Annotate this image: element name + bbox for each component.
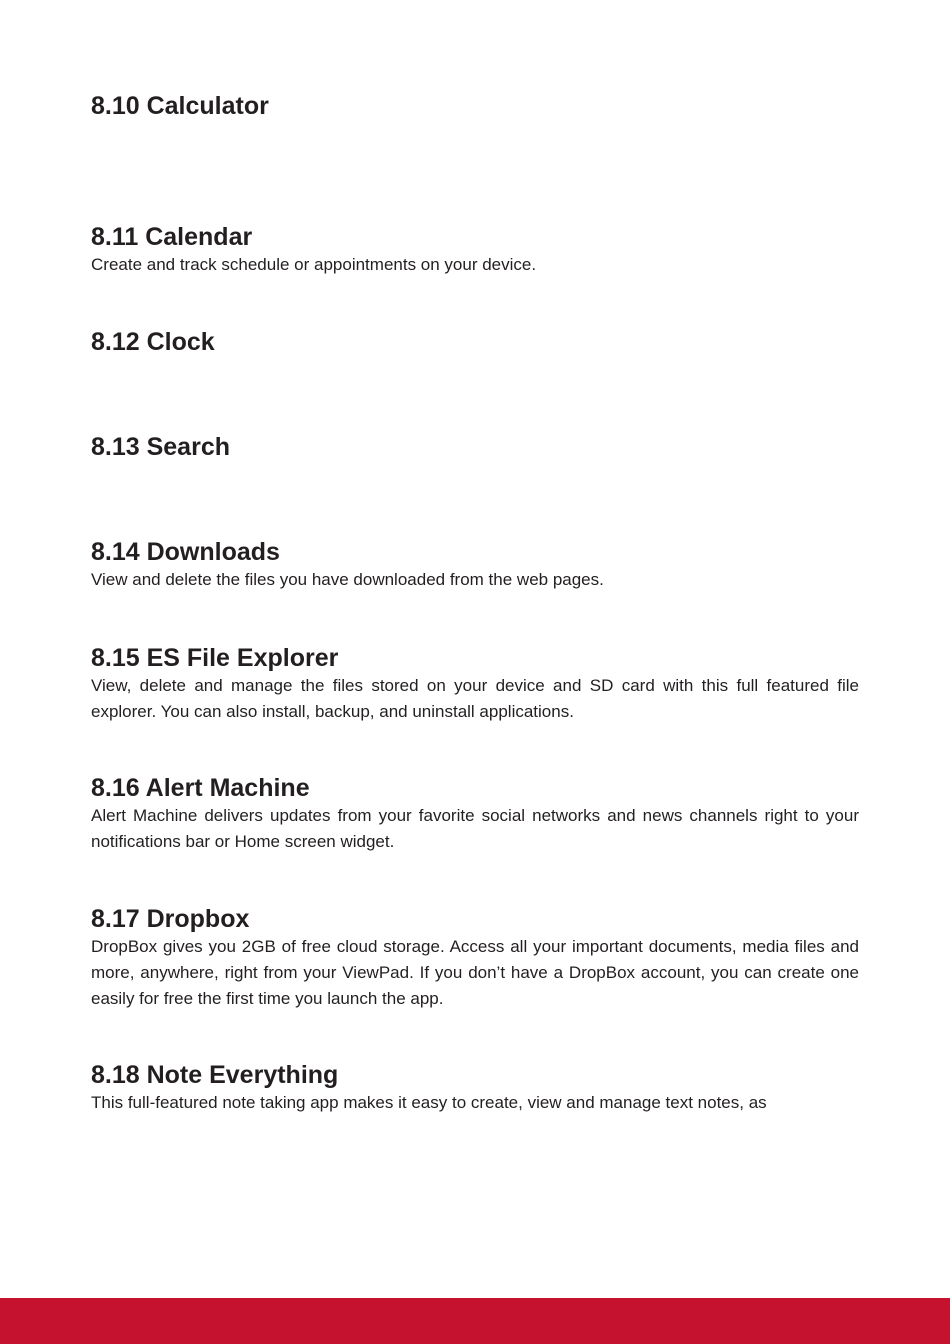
section-downloads — [91, 537, 859, 593]
section-body-calendar: Create and track schedule or appointments on your device. — [91, 255, 537, 274]
section-dropbox — [91, 904, 859, 1012]
section-heading-downloads: 8.14 Downloads — [91, 538, 280, 566]
section-calendar — [91, 222, 859, 278]
section-es-file-explorer — [91, 643, 859, 725]
section-calculator — [91, 91, 859, 121]
section-clock — [91, 327, 859, 357]
section-alert-machine — [91, 773, 859, 855]
section-heading-es-file-explorer: 8.15 ES File Explorer — [91, 644, 339, 672]
section-body-dropbox: DropBox gives you 2GB of free cloud storage. Access all your important documents, media files and more, anywhere, right from your ViewPad. If you don’t have a DropBox account, you can create one easily for free the first time you launch the app. — [91, 937, 859, 1008]
section-body-note-everything: This full-featured note taking app makes it easy to create, view and manage text notes, as — [91, 1093, 767, 1112]
section-heading-note-everything: 8.18 Note Everything — [91, 1061, 339, 1089]
section-heading-clock: 8.12 Clock — [91, 328, 215, 356]
section-heading-alert-machine: 8.16 Alert Machine — [91, 774, 310, 802]
section-body-alert-machine: Alert Machine delivers updates from your favorite social networks and news channels right to your notifications bar or Home screen widget. — [91, 806, 859, 851]
section-heading-calendar: 8.11 Calendar — [91, 223, 253, 251]
section-heading-search: 8.13 Search — [91, 433, 230, 461]
section-heading-calculator: 8.10 Calculator — [91, 92, 269, 120]
section-body-downloads: View and delete the files you have downloaded from the web pages. — [91, 570, 604, 589]
footer-bar — [0, 1298, 950, 1344]
section-search — [91, 432, 859, 462]
section-note-everything — [91, 1060, 859, 1116]
section-heading-dropbox: 8.17 Dropbox — [91, 905, 250, 933]
section-body-es-file-explorer: View, delete and manage the files stored on your device and SD card with this full featured file explorer. You can also install, backup, and uninstall applications. — [91, 676, 859, 721]
